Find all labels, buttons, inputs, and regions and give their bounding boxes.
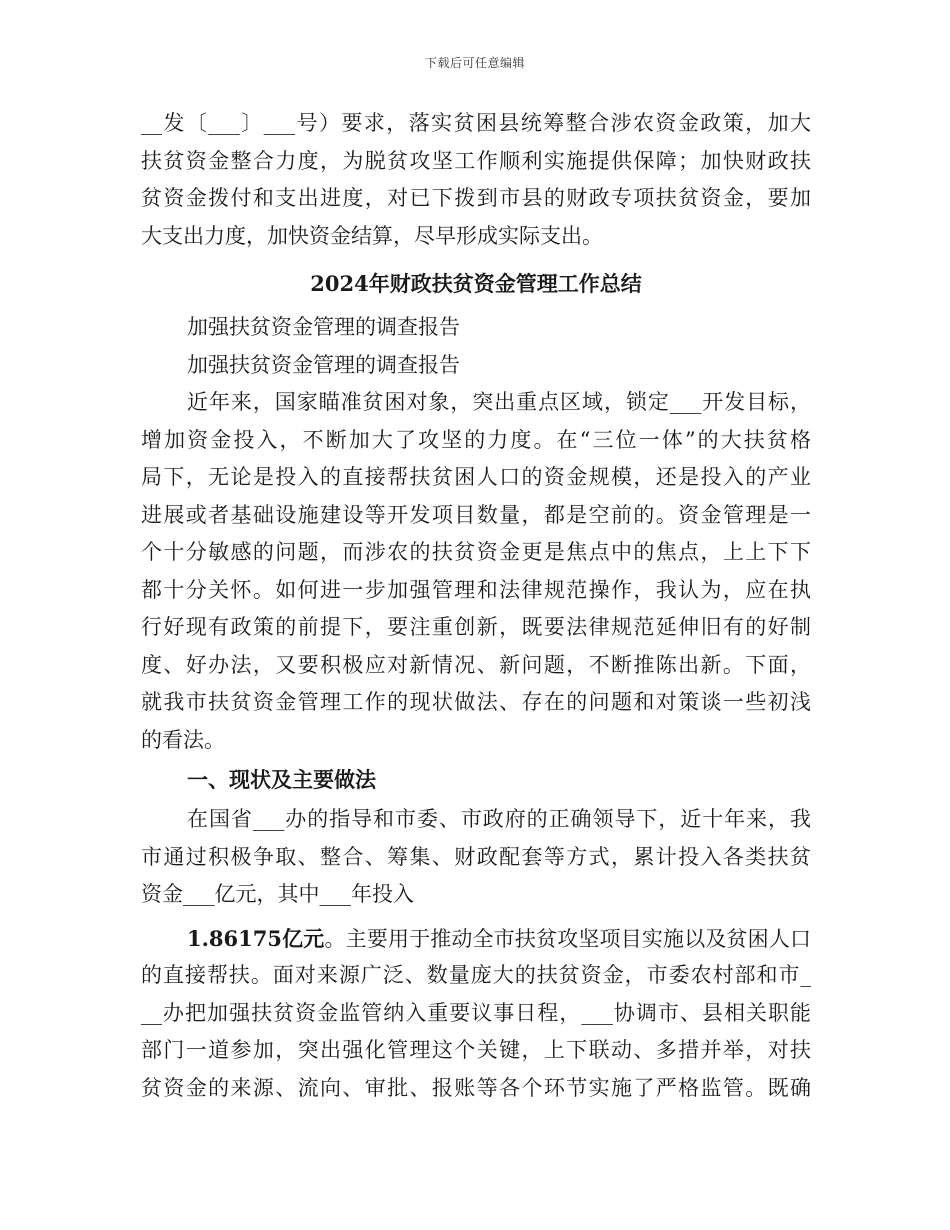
paragraph-line: 进展或者基础设施建设等开发项目数量，都是空前的。资金管理是一 (141, 502, 811, 527)
intro-line: 贫资金拨付和支出进度，对已下拨到市县的财政专项扶贫资金，要加 (141, 186, 811, 210)
paragraph-line: 贫资金的来源、流向、审批、报账等各个环节实施了严格监管。既确 (141, 1075, 811, 1100)
paragraph-line: 都十分关怀。如何进一步加强管理和法律规范操作，我认为，应在执 (141, 577, 811, 602)
paragraph-line: 就我市扶贫资金管理工作的现状做法、存在的问题和对策谈一些初浅 (141, 690, 811, 714)
paragraph-line: 近年来，国家瞄准贫困对象，突出重点区域，锁定___开发目标， (187, 390, 811, 414)
document-title: 2024年财政扶贫资金管理工作总结 (310, 271, 642, 296)
paragraph-line: 增加资金投入，不断加大了攻坚的力度。在“三位一体”的大扶贫格 (141, 427, 811, 452)
paragraph-line (141, 920, 811, 958)
paragraph-line: __办把加强扶贫资金监管纳入重要议事日程，___协调市、县相关职能 (141, 1000, 811, 1025)
paragraph-line: 个十分敏感的问题，而涉农的扶贫资金更是焦点中的焦点，上上下下 (141, 540, 811, 564)
page-header-note: 下载后可任意编辑 (424, 56, 525, 70)
paragraph-line: 市通过积极争取、整合、筹集、财政配套等方式，累计投入各类扶贫 (141, 844, 811, 869)
paragraph-line: 资金___亿元，其中___年投入 (141, 882, 414, 906)
report-subtitle: 加强扶贫资金管理的调查报告 (187, 315, 460, 339)
intro-line: 大支出力度，加快资金结算，尽早形成实际支出。 (141, 223, 603, 248)
document-body (141, 105, 811, 1107)
intro-line: __发〔___〕___号）要求，落实贫困县统筹整合涉农资金政策，加大 (141, 111, 811, 135)
paragraph-line: 度、好办法，又要积极应对新情况、新问题，不断推陈出新。下面， (141, 652, 811, 677)
section-heading: 一、现状及主要做法 (187, 767, 376, 792)
paragraph-line: 在国省___办的指导和市委、市政府的正确领导下，近十年来，我 (187, 807, 811, 831)
paragraph-line: 行好现有政策的前提下，要注重创新，既要法律规范延伸旧有的好制 (141, 615, 811, 639)
paragraph-line: 的直接帮扶。面对来源广泛、数量庞大的扶贫资金，市委农村部和市_ (141, 963, 811, 987)
amount-figure: 1.86175亿元 (187, 925, 325, 951)
paragraph-line: 的看法。 (141, 727, 225, 752)
paragraph-line: 局下，无论是投入的直接帮扶贫困人口的资金规模，还是投入的产业 (141, 465, 811, 489)
report-subtitle: 加强扶贫资金管理的调查报告 (187, 352, 460, 377)
paragraph-text: 。主要用于推动全市扶贫攻坚项目实施以及贫困人口 (324, 926, 811, 951)
intro-line: 扶贫资金整合力度，为脱贫攻坚工作顺利实施提供保障；加快财政扶 (141, 148, 811, 173)
paragraph-line: 部门一道参加，突出强化管理这个关键，上下联动、多措并举，对扶 (141, 1038, 811, 1062)
